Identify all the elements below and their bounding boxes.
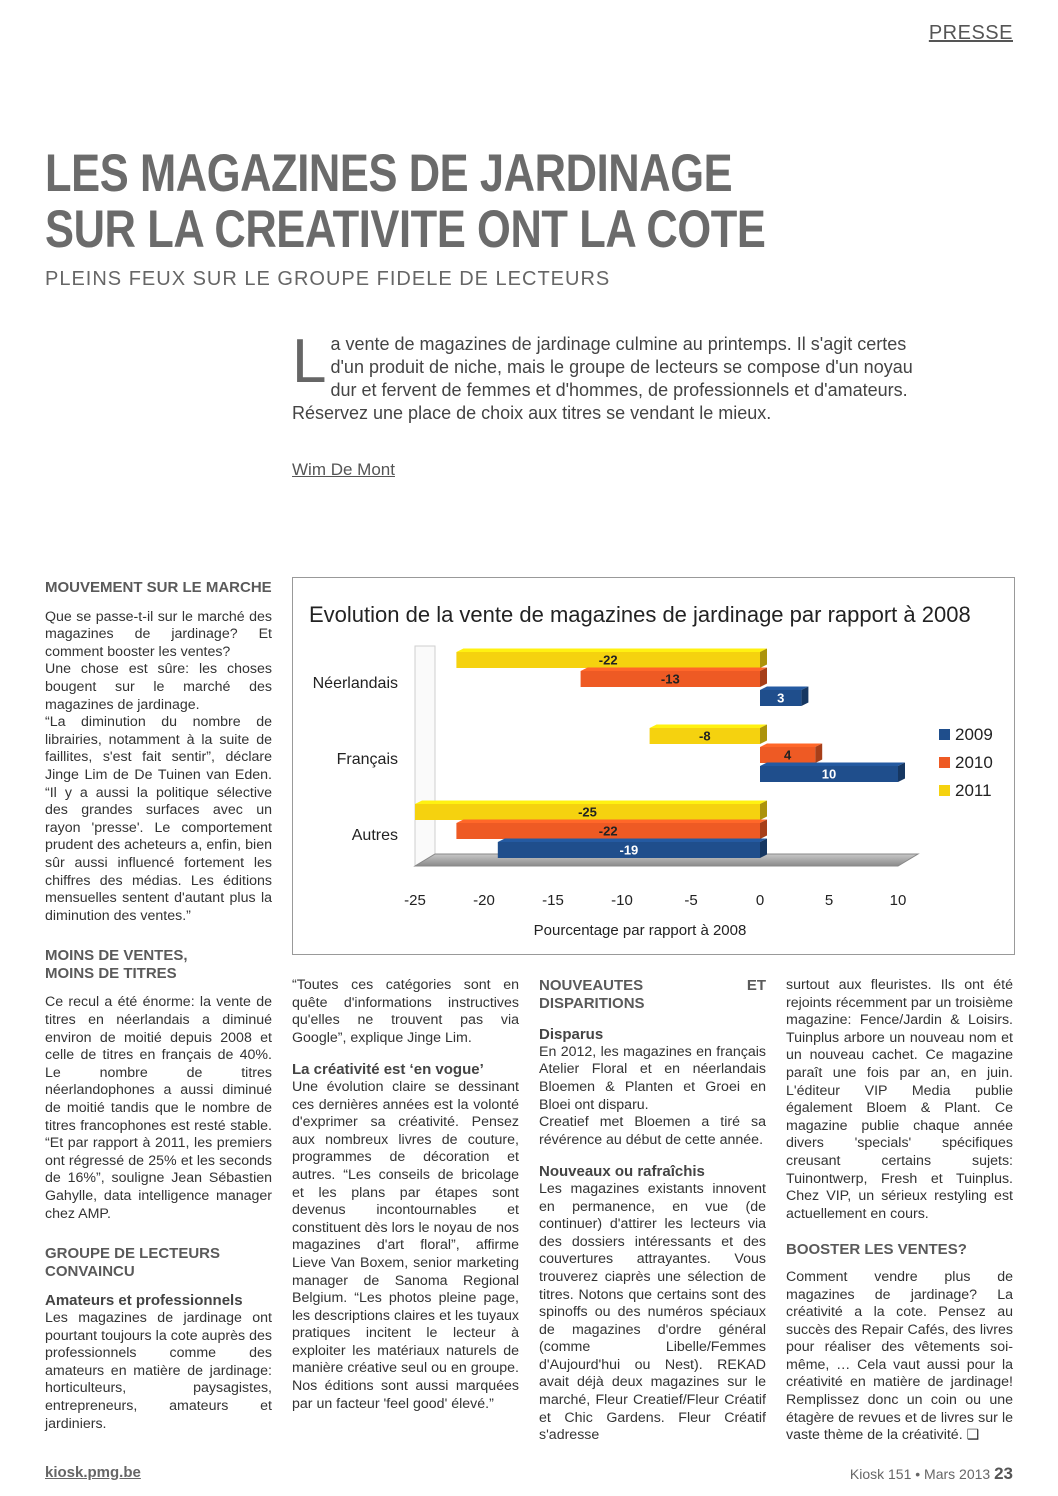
chart-tick-labels <box>404 892 906 909</box>
chart-legend <box>939 725 993 800</box>
x-tick-label: 0 <box>755 892 765 909</box>
bar-top <box>456 820 767 824</box>
col4-paragraph-1: surtout aux fleuristes. Ils ont été rejoints récemment par un troisième magazine: Fence/Jardin & Loisirs. Tuinplus arbore un nouveau nom et un nouveau cachet. Ce magazine paraît une fois par an, en juin. L'éditeur VIP Media publie également Bloem & Plant. Ce magazine publie chaque année divers 'specials' spécifiques creusant certains sujets: Tuinontwerp, Fresh et Tuinplus. Chez VIP, un sérieux restyling est actuellement en cours. <box>786 977 1013 1222</box>
subheading-nouveaux: Nouveaux ou rafraîchis <box>539 1163 705 1181</box>
chart-back-wall <box>415 646 435 866</box>
x-tick-label: -25 <box>404 892 426 909</box>
bar-value-label: 10 <box>821 766 837 782</box>
heading-moins-ventes-line-2: MOINS DE TITRES <box>45 964 177 982</box>
bar-value-label: 3 <box>777 690 785 706</box>
heading-booster: BOOSTER LES VENTES? <box>786 1241 967 1259</box>
bar-value-label: -13 <box>660 671 680 687</box>
bar-top <box>456 649 767 653</box>
heading-mouvement: MOUVEMENT SUR LE MARCHE <box>45 579 272 596</box>
chart-category-labels <box>313 675 398 844</box>
bar-top <box>415 801 767 805</box>
subheading-disparus: Disparus <box>539 1026 604 1044</box>
heading-nouveautes: NOUVEAUTES ET DISPARITIONS <box>539 977 766 1012</box>
chart-x-axis-label: Pourcentage par rapport à 2008 <box>533 922 747 939</box>
footer-page-number: 23 <box>994 1464 1013 1483</box>
article-subtitle: PLEINS FEUX SUR LE GROUPE FIDELE DE LECTEURS <box>45 268 611 290</box>
bar-value-label: -22 <box>598 652 618 668</box>
col3-paragraph-1: En 2012, les magazines en français Atelier Floral et en néerlandais Bloemen & Planten et Groei en Bloei ont disparu. <box>539 1043 766 1113</box>
title-line-1: LES MAGAZINES DE JARDINAGE <box>45 144 733 203</box>
bar-value-label: -8 <box>699 728 711 744</box>
col1-paragraph-3: “La diminution du nombre de librairies, notamment à la suite de faillites, s'est fait sentir”, déclare Jinge Lim de De Tuinen van Eden. “Il y a aussi la politique sélective des grandes surfaces avec un rayon 'presse'. Le comportement prudent des acheteurs a, enfin, bien sûr aussi influencé fortement les chiffres des médias. Les éditions mensuelles sentent d'autant plus la diminution des ventes.” <box>45 714 272 924</box>
col2-paragraph-2: Une évolution claire se dessinant ces dernières années est la volonté d'exprimer sa créativité. Pensez aux nombreux livres de couture, programmes de décoration et autres. “Les conseils de bricolage et les plans par étapes sont devenus incontournables et constituent dès lors le noyau de nos magazines d'art floral”, affirme Lieve Van Boxem, senior marketing manager de Sanoma Regional Belgium. “Les photos pleine page, les descriptions claires et les tuyaux pratiques incitent le lecteur à exploiter les matériaux naturels de manière créative seul ou en groupe. Nos éditions sont aussi marquées par un facteur 'feel good' élevé.” <box>292 1078 519 1412</box>
footer-issue-info <box>850 1464 1013 1484</box>
chart-bars <box>415 649 905 859</box>
heading-groupe-lecteurs <box>45 1245 272 1280</box>
col1-paragraph-4: Ce recul a été énorme: la vente de titres en néerlandais a diminué environ de moitié depuis 2008 et celle de titres en français de 40%. Le nombre de titres néerlandophones a aussi diminué de moitié tandis que le nombre de titres francophones est resté stable. “Et par rapport à 2011, les premiers ont régressé de 25% et les seconds de 16%”, souligne Jean Sébastien Gahylle, data intelligence manager chez AMP. <box>45 994 272 1222</box>
bar-top <box>760 744 822 748</box>
sales-evolution-chart <box>292 577 1015 955</box>
column-2 <box>292 977 519 1413</box>
subheading-amateurs: Amateurs et professionnels <box>45 1292 243 1310</box>
legend-label: 2010 <box>955 753 993 772</box>
lead-text: a vente de magazines de jardinage culmine au printemps. Il s'agit certes d'un produit de niche, mais le groupe de lecteurs se compose d'un noyau dur et fervent de femmes et d'hommes, de professionnels et d'amateurs. Réservez une place de choix aux titres se vendant le mieux. <box>292 334 913 423</box>
category-label: Français <box>336 751 398 768</box>
bar-value-label: 4 <box>783 747 792 763</box>
chart-title: Evolution de la vente de magazines de jardinage par rapport à 2008 <box>309 602 971 627</box>
legend-swatch-2011 <box>939 785 950 796</box>
bar-value-label: -22 <box>598 823 618 839</box>
lead-paragraph <box>292 327 932 425</box>
bar-top <box>650 725 767 729</box>
column-4 <box>786 977 1013 1445</box>
category-label: Autres <box>351 827 398 844</box>
heading-groupe-line-1: GROUPE DE LECTEURS <box>45 1245 221 1263</box>
heading-moins-ventes <box>45 947 272 982</box>
column-1 <box>45 579 272 1433</box>
bar-top <box>581 668 767 672</box>
heading-moins-ventes-line-1: MOINS DE VENTES, <box>45 947 188 965</box>
bar-top <box>498 839 767 843</box>
col4-paragraph-2 <box>786 1269 1013 1445</box>
heading-groupe-line-2: CONVAINCU <box>45 1262 135 1280</box>
x-tick-label: -20 <box>473 892 495 909</box>
author-byline[interactable]: Wim De Mont <box>292 460 395 479</box>
end-mark-icon: ❑ <box>966 1427 980 1444</box>
bar-value-label: -25 <box>578 804 597 820</box>
dropcap: L <box>292 327 327 396</box>
footer-website-link[interactable]: kiosk.pmg.be <box>45 1464 141 1481</box>
col1-paragraph-2: Une chose est sûre: les choses bougent sur le marché des magazines de jardinage. <box>45 661 272 713</box>
article-title <box>45 146 832 258</box>
title-line-2: SUR LA CREATIVITE ONT LA COTE <box>45 200 766 259</box>
col4-paragraph-2-text: Comment vendre plus de magazines de jardinage? La créativité a la cote. Pensez au succès des Repair Cafés, des livres pour réaliser des vêtements soi-même, … Cela vaut aussi pour la créativité en matière de jardinage! Remplissez donc un coin ou une étagère de revues et de livres sur le vaste thème de la créativité. <box>786 1268 1013 1444</box>
x-tick-label: -15 <box>542 892 564 909</box>
x-tick-label: 10 <box>889 892 907 909</box>
category-label: Néerlandais <box>312 675 398 692</box>
col2-paragraph-1: “Toutes ces catégories sont en quête d'informations instructives qu'elles ne trouvent pas via Google”, explique Jinge Lim. <box>292 977 519 1046</box>
bar-top <box>760 763 905 767</box>
bar-value-label: -19 <box>619 842 639 858</box>
x-tick-label: 5 <box>824 892 834 909</box>
column-3 <box>539 977 766 1445</box>
x-tick-label: -10 <box>611 892 633 909</box>
x-tick-label: -5 <box>684 892 698 909</box>
bar-top <box>760 687 808 691</box>
chart-svg <box>293 578 1014 954</box>
legend-label: 2011 <box>955 781 992 800</box>
legend-swatch-2010 <box>939 757 950 768</box>
footer-issue: Kiosk 151 • Mars 2013 <box>849 1466 991 1482</box>
col3-paragraph-2: Creatief met Bloemen a tiré sa révérence au début de cette année. <box>539 1114 766 1148</box>
col1-paragraph-1: Que se passe-t-il sur le marché des magazines de jardinage? Et comment booster les ventes? <box>45 608 272 660</box>
subheading-creativite: La créativité est ‘en vogue’ <box>292 1061 484 1079</box>
col1-paragraph-5: Les magazines de jardinage ont pourtant toujours la cote auprès des professionnels comme des amateurs en matière de jardinage: horticulteurs, paysagistes, entrepreneurs, amateurs et jardiniers. <box>45 1309 272 1432</box>
legend-swatch-2009 <box>939 729 950 740</box>
legend-label: 2009 <box>955 725 993 744</box>
section-label: PRESSE <box>928 22 1013 44</box>
col3-paragraph-3: Les magazines existants innovent en permanence, en vue (de continuer) d'attirer les lecteurs via des dossiers intéressants et des couvertures attrayantes. Vous trouverez ciaprès une sélection de titres. Notons que certains sont des spinoffs ou des numéros spéciaux de magazines d'ordre général (comme Libelle/Femmes d'Aujourd'hui ou Nest). REKAD avait déjà deux magazines sur le marché, Fleur Creatief/Fleur Créatif et Chic Gardens. Fleur Créatif s'adresse <box>539 1180 766 1444</box>
